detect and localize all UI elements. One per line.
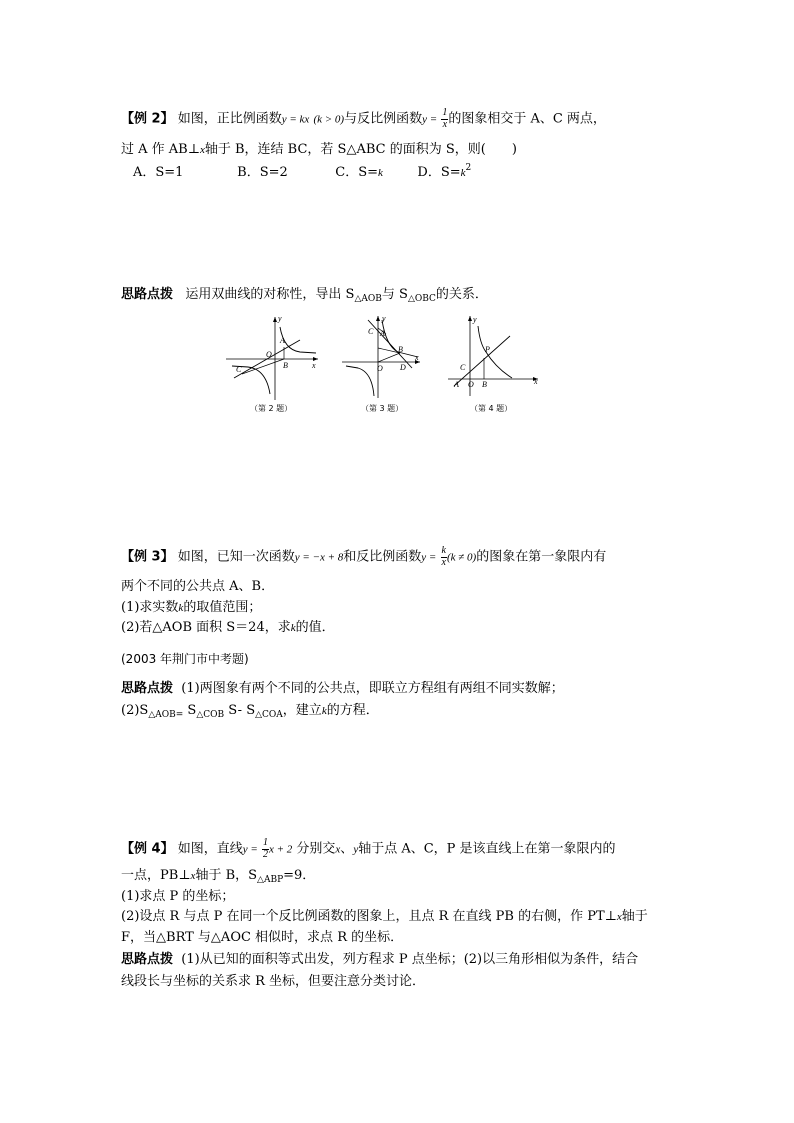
hint-2-l2-d: ，建立 [282, 703, 322, 718]
ex2-condition: (k > 0) [313, 113, 345, 126]
f3-D: D [400, 363, 406, 372]
ex2-text-4: 过 A 作 AB [121, 142, 188, 157]
ex4-l4-a: (2)设点 R 与点 P 在同一个反比例函数的图象上，且点 R 在直线 PB 的右侧，作 PT [121, 909, 605, 924]
f2-y: y [278, 314, 282, 323]
ex4-yvar: y [353, 843, 359, 856]
perp-symbol: ⊥ [187, 142, 200, 157]
ex4-text-1: 如图，直线 [177, 841, 243, 857]
f3-B: B [398, 345, 403, 354]
example-3-label: 【例 3】 [121, 549, 174, 565]
ex4-l2-x: x [190, 870, 196, 882]
option-d-k: k [460, 167, 466, 179]
ex3-l4-a: (2)若△AOB 面积 S＝24，求 [121, 620, 291, 635]
hint-2-k: k [321, 705, 327, 717]
ex3-frac-num: k [441, 545, 446, 556]
figure-3 [342, 314, 420, 398]
hint-1-sub-1: △AOB [354, 294, 382, 304]
ex4-perp: ⊥ [178, 868, 191, 883]
ex3-l3-a: (1)求实数 [121, 600, 179, 615]
f2-A: A [280, 336, 285, 345]
example-2-line-2 [121, 143, 517, 156]
hint-1 [121, 288, 488, 304]
ex3-line-4 [121, 621, 335, 634]
f4-x: x [534, 377, 538, 386]
hint-1-label: 思路点拨 [121, 287, 174, 302]
figure-4 [448, 315, 538, 396]
option-c-text: C．S= [335, 165, 379, 180]
example-2-options [133, 164, 471, 179]
hint-3-label: 思路点拨 [121, 952, 174, 967]
ex3-text-3: 的图象在第一象限内有 [476, 549, 607, 565]
hint-2-l2-b: S [183, 703, 197, 718]
ex2-frac-num: 1 [442, 107, 448, 118]
option-b: B．S=2 [237, 165, 288, 180]
f2-B: B [283, 361, 288, 370]
option-c [335, 166, 413, 179]
f3-A: A [380, 329, 385, 338]
ex4-frac-num: 1 [262, 837, 268, 848]
hint-2-sub-1: △AOB= [148, 710, 184, 720]
ex3-formula-2: y = [421, 551, 437, 564]
ex4-line-5: F，当△BRT 与△AOC 相似时，求点 R 的坐标． [121, 930, 404, 945]
hint-2-sub-2: △COB [196, 710, 225, 720]
ex2-text-5: 轴于 B，连结 BC，若 S△ABC 的面积为 S，则( ) [204, 142, 517, 157]
ex4-frac-den: 2 [262, 848, 268, 860]
ex2-formula-2: y = [422, 113, 438, 126]
ex4-xvar: x [335, 843, 341, 856]
ex4-formula-b: x + 2 [268, 843, 293, 856]
ex4-l2-c: =9． [283, 868, 316, 883]
f4-C: C [460, 363, 466, 372]
hint-1-text-1: 运用双曲线的对称性，导出 S [185, 287, 355, 302]
ex3-l3-k: k [178, 602, 184, 614]
ex3-l3-b: 的取值范围； [183, 600, 262, 615]
ex4-text-4: 轴于点 A、C，P 是该直线上在第一象限内的 [358, 841, 616, 857]
option-a: A．S=1 [133, 165, 184, 180]
ex4-text-3: 、 [340, 841, 354, 857]
figure-4-caption: （第 4 题） [470, 404, 513, 413]
f2-C: C [236, 365, 242, 374]
ex4-text-2: 分别交 [296, 841, 336, 857]
hint-2-l2-e: 的方程． [326, 703, 379, 718]
hint-2-text-1: (1)两图象有两个不同的公共点，即联立方程组有两组不同实数解； [181, 681, 564, 696]
example-4-line-1 [121, 838, 616, 860]
ex3-l4-k: k [290, 622, 296, 634]
ex4-fraction [262, 838, 269, 860]
f4-y: y [473, 315, 477, 324]
f3-y: y [382, 314, 386, 323]
ex2-xvar: x [199, 144, 205, 156]
ex4-l2-sub: △ABP [257, 875, 284, 885]
ex3-condition: (k ≠ 0) [446, 551, 477, 564]
ex3-line-3 [121, 601, 261, 614]
ex4-l2-b: 轴于 B，S [195, 868, 258, 883]
ex4-line-4 [121, 910, 648, 923]
f3-C: C [368, 327, 374, 336]
hint-2-line-2 [121, 704, 379, 720]
f4-P: P [485, 345, 490, 354]
ex3-source: (2003 年荆门市中考题) [121, 652, 249, 666]
option-d-exp: 2 [465, 163, 472, 173]
hint-1-text-3: 的关系． [435, 287, 488, 302]
option-d [417, 164, 471, 179]
ex3-line-2: 两个不同的公共点 A、B． [121, 579, 275, 594]
figure-2-caption: （第 2 题） [250, 404, 293, 413]
ex2-text: 如图，正比例函数 [177, 111, 282, 127]
ex3-l4-b: 的值． [295, 620, 335, 635]
f2-x: x [312, 361, 316, 370]
f3-x: x [415, 353, 419, 362]
ex4-l2-a: 一点，PB [121, 868, 179, 883]
f2-O: O [266, 350, 272, 359]
ex2-text-3: 的图象相交于 A、C 两点， [448, 111, 606, 127]
example-3-line-1 [121, 546, 606, 568]
example-2-line-1 [121, 108, 606, 130]
ex4-formula-a: y = [242, 843, 258, 856]
hint-2-l2-c: S- S [224, 703, 256, 718]
option-c-k: k [378, 167, 383, 179]
hint-3-line-2: 线段长与坐标的关系求 R 坐标，但要注意分类讨论． [121, 974, 426, 989]
ex4-l4-perp: ⊥ [604, 909, 617, 924]
ex3-text-2: 和反比例函数 [343, 549, 422, 565]
ex3-text-1: 如图，已知一次函数 [177, 549, 295, 565]
figures-graphs [222, 312, 552, 402]
ex4-line-2 [121, 869, 315, 885]
ex4-l4-x: x [616, 911, 622, 923]
hint-3-line-1 [121, 953, 638, 966]
ex4-l4-b: 轴于 [621, 909, 648, 924]
hint-2-l2-a: (2)S [121, 703, 149, 718]
f4-B: B [482, 380, 487, 389]
ex2-formula-1: y = kx [281, 113, 310, 126]
f4-O: O [468, 380, 474, 389]
hint-3-text-1: (1)从已知的面积等式出发，列方程求 P 点坐标；(2)以三角形相似为条件，结合 [181, 952, 639, 967]
ex2-text-2: 与反比例函数 [344, 111, 423, 127]
figure-3-caption: （第 3 题） [361, 404, 404, 413]
ex2-frac-den: x [442, 118, 448, 130]
hint-1-text-2: 与 S [381, 287, 408, 302]
hint-2-line-1 [121, 682, 564, 695]
ex3-formula-1: y = −x + 8 [294, 551, 344, 564]
hint-2-sub-3: △COA [255, 710, 283, 720]
ex3-frac-den: x [441, 556, 446, 568]
figure-2 [226, 314, 318, 400]
f3-O: O [377, 364, 383, 373]
hint-2-label: 思路点拨 [121, 681, 174, 696]
hint-1-sub-2: △OBC [407, 294, 436, 304]
option-d-text: D．S= [417, 165, 461, 180]
f4-A: A [454, 380, 459, 389]
example-4-label: 【例 4】 [121, 841, 174, 857]
ex4-line-3: (1)求点 P 的坐标； [121, 889, 235, 904]
example-2-label: 【例 2】 [121, 111, 174, 127]
